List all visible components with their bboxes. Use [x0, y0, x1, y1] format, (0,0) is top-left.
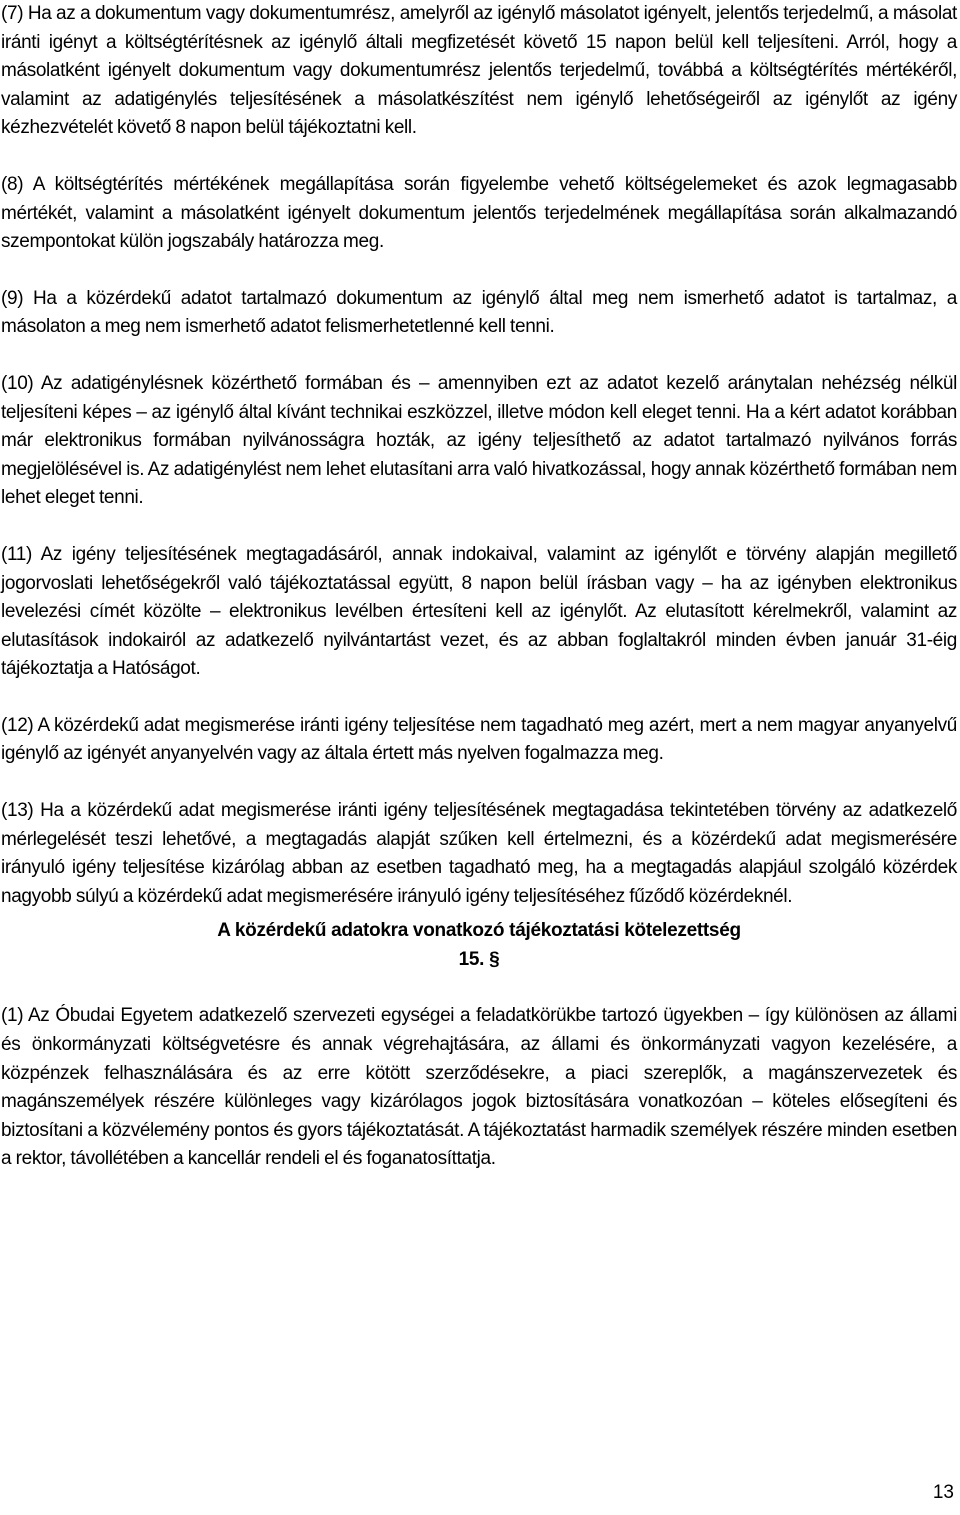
paragraph-13: (13) Ha a közérdekű adat megismerése iránti igény teljesítésének megtagadása tekintetében törvény az adatkezelő mérlegelését teszi lehetővé, a megtagadás alapját szűken kell értelmezni, és a közérdekű adat megismerésére irányuló igény teljesítése kizárólag abban az esetben tagadható meg, ha a megtagadás alapjául szolgáló közérdek nagyobb súlyú a közérdekű adat megismerésére irányuló igény teljesítéséhez fűződő közérdeknél.	[1, 800, 957, 907]
paragraph-10: (10) Az adatigénylésnek közérthető formában és – amennyiben ezt az adatot kezelő aránytalan nehézség nélkül teljesíteni képes – az igénylő által kívánt technikai eszközzel, illetve módon kell eleget tenni. Ha a kért adatot korábban már elektronikus formában nyilvánosságra hozták, az igény teljesíthető az adatot tartalmazó nyilvános forrás megjelölésével is. Az adatigénylést nem lehet elutasítani arra való hivatkozással, hogy annak közérthető formában nem lehet eleget tenni.	[1, 372, 957, 509]
section-title: A közérdekű adatokra vonatkozó tájékoztatási kötelezettség	[217, 920, 741, 942]
paragraph-gap	[1, 143, 957, 171]
paragraph-7: (7) Ha az a dokumentum vagy dokumentumrész, amelyről az igénylő másolatot igényelt, jelentős terjedelmű, a másolat iránti igényt a költségtérítésnek az igénylő általi megfizetését követő 15 napon belül kell teljesíteni. Arról, hogy a másolatként igényelt dokumentum vagy dokumentumrész jelentős terjedelmű, továbbá a költségtérítés mértékéről, valamint az adatigénylés teljesítésének a másolatkészítést nem igénylő lehetőségeiről az igénylőt az igény kézhezvételét követő 8 napon belül tájékoztatni kell.	[1, 3, 957, 139]
paragraph-12: (12) A közérdekű adat megismerése iránti igény teljesítése nem tagadható meg azért, mert a nem magyar anyanyelvű igénylő az igényét anyanyelvén vagy az általa értett más nyelven fogalmazza meg.	[1, 714, 957, 765]
paragraph-gap	[1, 513, 957, 541]
section-number: 15. §	[458, 949, 500, 971]
document-body	[1, 0, 957, 1174]
section-heading	[1, 916, 957, 974]
page-number: 13	[932, 1482, 954, 1503]
paragraph-9: (9) Ha a közérdekű adatot tartalmazó dokumentum az igénylő által meg nem ismerhető adatot is tartalmaz, a másolaton a meg nem ismerhető adatot felismerhetetlenné kell tenni.	[1, 287, 957, 338]
paragraph-15-1: (1) Az Óbudai Egyetem adatkezelő szervezeti egységei a feladatkörükbe tartozó ügyekben – így különösen az állami és önkormányzati költségvetésre és annak végrehajtására, az állami és önkormányzati vagyon kezelésére, a közpénzek felhasználására és az erre kötött szerződésekre, a piaci szereplők, a magánszervezetek és magánszemélyek részére különleges vagy kizárólagos jogok biztosítására vonatkozóan – köteles elősegíteni és biztosítani a közvélemény pontos és gyors tájékoztatását. A tájékoztatást harmadik személyek részére minden esetben a rektor, távollétében a kancellár rendeli el és foganatosíttatja.	[1, 1005, 957, 1170]
paragraph-gap	[1, 257, 957, 285]
paragraph-gap	[1, 769, 957, 797]
paragraph-8: (8) A költségtérítés mértékének megállapítása során figyelembe vehető költségelemeket és azok legmagasabb mértékét, valamint a másolatként igényelt dokumentum jelentős terjedelmének megállapítása során alkalmazandó szempontokat külön jogszabály határozza meg.	[1, 173, 957, 253]
paragraph-11: (11) Az igény teljesítésének megtagadásáról, annak indokaival, valamint az igénylőt e törvény alapján megillető jogorvoslati lehetőségekről való tájékoztatással együtt, 8 napon belül írásban vagy – ha az igényben elektronikus levelezési címét közölte – elektronikus levélben értesíteni kell az igénylőt. Az elutasított kérelmekről, valamint az elutasítások indokairól az adatkezelő nyilvántartást vezet, és az abban foglaltakról minden évben január 31-éig tájékoztatja a Hatóságot.	[1, 543, 957, 680]
paragraph-gap	[1, 342, 957, 370]
paragraph-gap	[1, 974, 957, 1002]
paragraph-gap	[1, 684, 957, 712]
